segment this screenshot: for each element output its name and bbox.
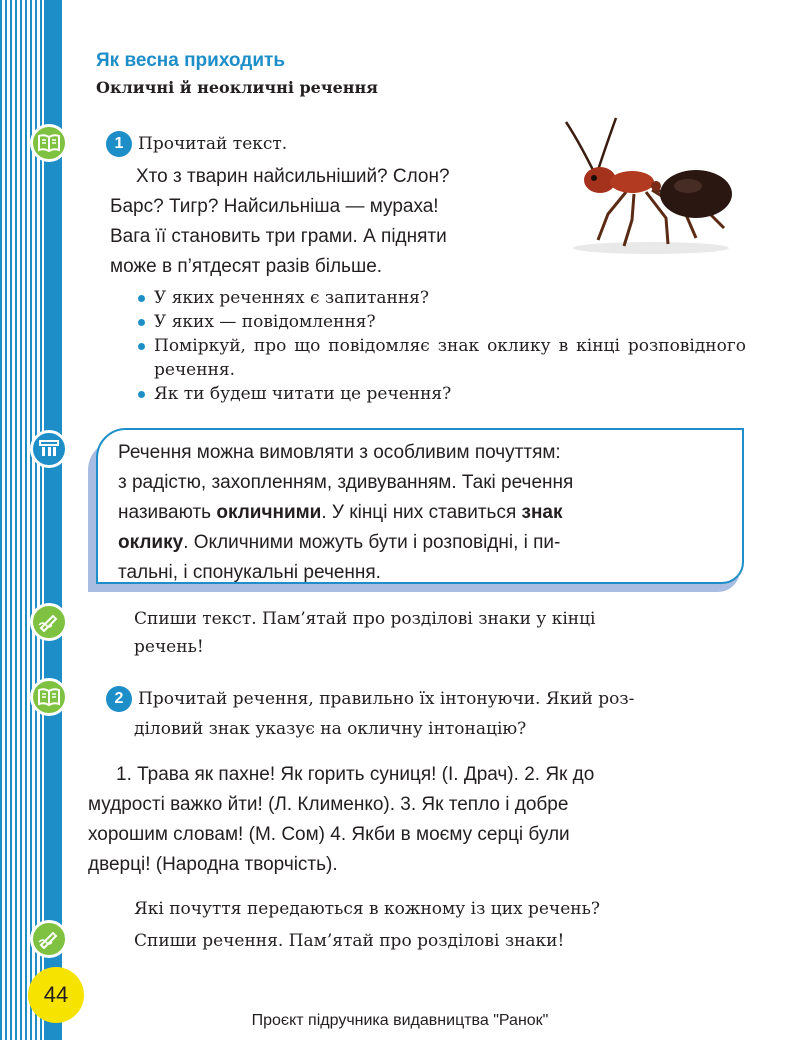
- task1-instruction: Прочитай текст.: [138, 134, 288, 154]
- text-line: Вага її становить три грами. А підняти: [110, 226, 447, 247]
- page-footer: Проєкт підручника видавництва "Ранок": [251, 1012, 549, 1029]
- rule-line: з радістю, захопленням, здивуванням. Такі речення: [118, 472, 574, 493]
- task2-write-instruction: Спиши речення. Пам’ятай про розділові знаки!: [134, 931, 565, 951]
- pen-writing-icon: [30, 603, 68, 641]
- open-book-icon: [30, 678, 68, 716]
- task1-text: [110, 162, 530, 282]
- term-exclamatory: окличними: [216, 502, 322, 523]
- text-line: Барс? Тигр? Найсильніша — мураха!: [110, 196, 439, 217]
- term-exclamation-mark: знак: [521, 502, 563, 523]
- open-book-icon: [30, 124, 68, 162]
- rule-line: тальні, і спонукальні речення.: [118, 562, 381, 583]
- rule-line: Речення можна вимовляти з особливим почуттям:: [118, 442, 561, 463]
- write-instruction: Спиши текст. Пам’ятай про розділові знаки у кінці речень!: [134, 609, 596, 657]
- list-item: У яких — повідомлення?: [134, 310, 746, 334]
- text-line: хорошим словам! (М. Сом) 4. Якби в моєму серці були: [88, 824, 570, 845]
- list-item: Як ти будеш читати це речення?: [134, 382, 746, 406]
- text-line: 1. Трава як пахне! Як горить суниця! (І. Драч). 2. Як до: [116, 764, 595, 785]
- task2-instruction: Прочитай речення, правильно їх інтонуючи. Який роз- діловий знак указує на окличну інтонацію?: [134, 689, 635, 739]
- rule-building-icon: [30, 430, 68, 468]
- rule-line: називають окличними. У кінці них ставиться знак: [118, 502, 563, 523]
- task-number-badge: 1: [106, 131, 132, 157]
- task2-question: Які почуття передаються в кожному із цих речень?: [134, 899, 600, 919]
- task-number-badge: 2: [106, 686, 132, 712]
- text-line: дверці! (Народна творчість).: [88, 854, 338, 875]
- list-item: Поміркуй, про що повідомляє знак оклику в кінці розповідного речення.: [134, 334, 746, 382]
- page-number: 44: [28, 967, 84, 1023]
- task2-text: [88, 760, 748, 880]
- question-list: [134, 286, 746, 406]
- list-item: У яких реченнях є запитання?: [134, 286, 746, 310]
- text-line: мудрості важко йти! (Л. Клименко). 3. Як тепло і добре: [88, 794, 569, 815]
- rule-text: [118, 438, 724, 588]
- ant-image: [556, 110, 746, 260]
- text-line: Хто з тварин найсильніший? Слон?: [136, 166, 450, 187]
- lesson-subtitle: Окличні й неокличні речення: [96, 78, 378, 97]
- rule-line: оклику. Окличними можуть бути і розповідні, і пи-: [118, 532, 561, 553]
- text-line: може в п’ятдесят разів більше.: [110, 256, 383, 277]
- pen-writing-icon: [30, 920, 68, 958]
- lesson-title: Як весна приходить: [96, 50, 286, 71]
